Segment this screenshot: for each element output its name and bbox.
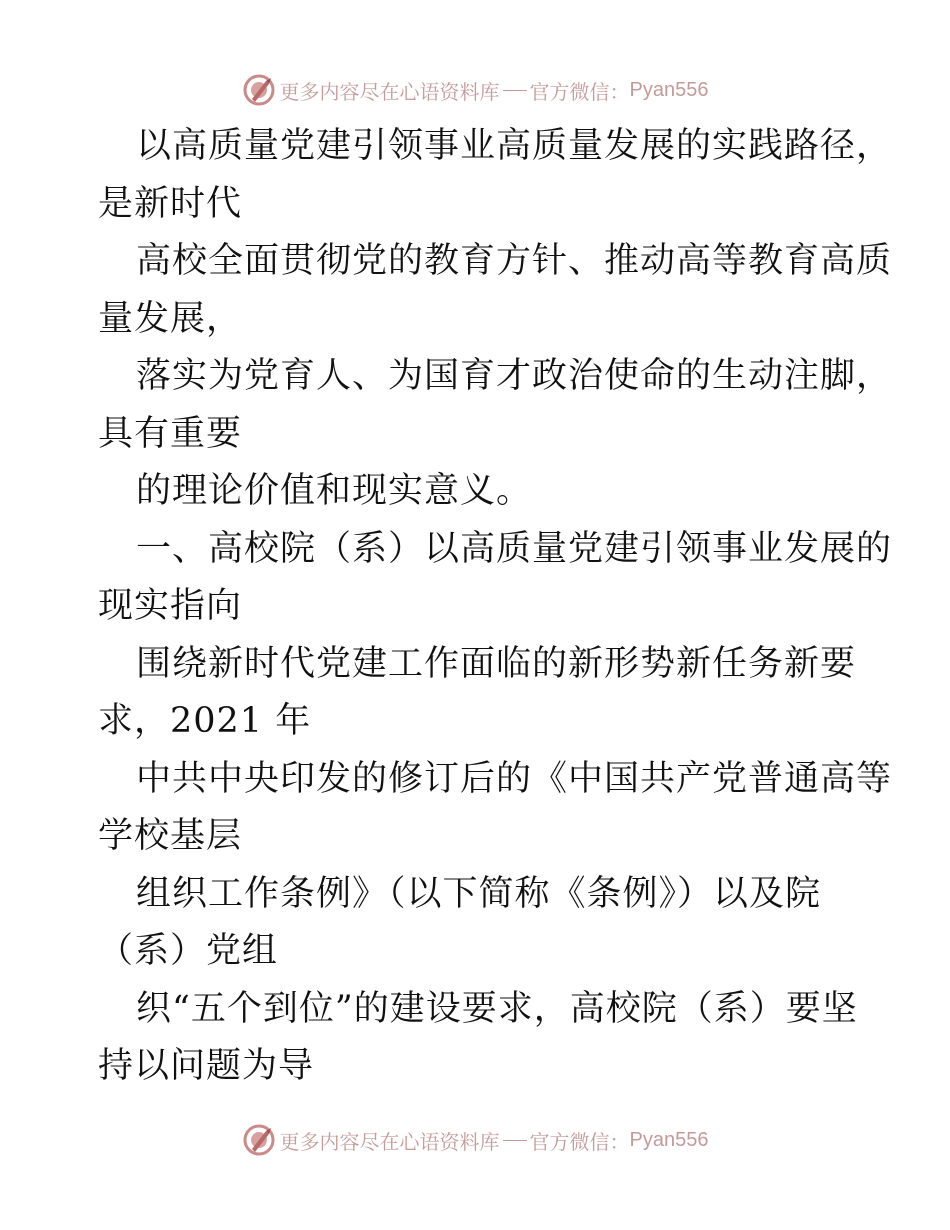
text-line: 中共中央印发的修订后的《中国共产党普通高等 (136, 758, 893, 799)
text-line: 围绕新时代党建工作面临的新形势新任务新要 (136, 643, 857, 684)
text-line: 是新时代 (98, 183, 243, 224)
watermark-tail: 官方微信： (529, 79, 630, 104)
text-line: 学校基层 (98, 816, 243, 856)
text-line: 持以问题为导 (98, 1046, 315, 1086)
text-line: 高校全面贯彻党的教育方针、推动高等教育高质 (136, 241, 893, 281)
text-line: 一、高校院（系）以高质量党建引领事业发展的 (136, 528, 893, 569)
footer-watermark (0, 1122, 950, 1158)
text-line: 量发展， (98, 298, 243, 339)
text-line: 的理论价值和现实意义。 (136, 471, 533, 511)
watermark-dash (503, 1140, 527, 1141)
watermark-dash (503, 90, 527, 91)
text-line: （系）党组 (98, 931, 279, 971)
text-line: 以高质量党建引领事业高质量发展的实践路径， (136, 126, 893, 166)
text-line: 现实指向 (98, 586, 243, 626)
document-body (98, 118, 893, 1096)
watermark-id: Pyan556 (629, 78, 709, 101)
pen-nib-seal-icon (242, 73, 276, 107)
watermark-tail: 官方微信： (529, 1129, 630, 1154)
watermark-text: 更多内容尽在心语资料库 (279, 1129, 500, 1154)
text-line: 落实为党育人、为国育才政治使命的生动注脚， (136, 356, 893, 396)
pen-nib-seal-icon (242, 1123, 276, 1157)
header-watermark (0, 72, 950, 108)
watermark-id: Pyan556 (629, 1128, 709, 1151)
text-line: 织“五个到位”的建设要求，高校院（系）要坚 (136, 988, 858, 1029)
text-line: 组织工作条例》（以下简称《条例》）以及院 (136, 873, 822, 914)
text-line: 具有重要 (98, 413, 243, 454)
text-line: 求，2021 年 (98, 701, 312, 741)
watermark-text: 更多内容尽在心语资料库 (279, 79, 500, 104)
